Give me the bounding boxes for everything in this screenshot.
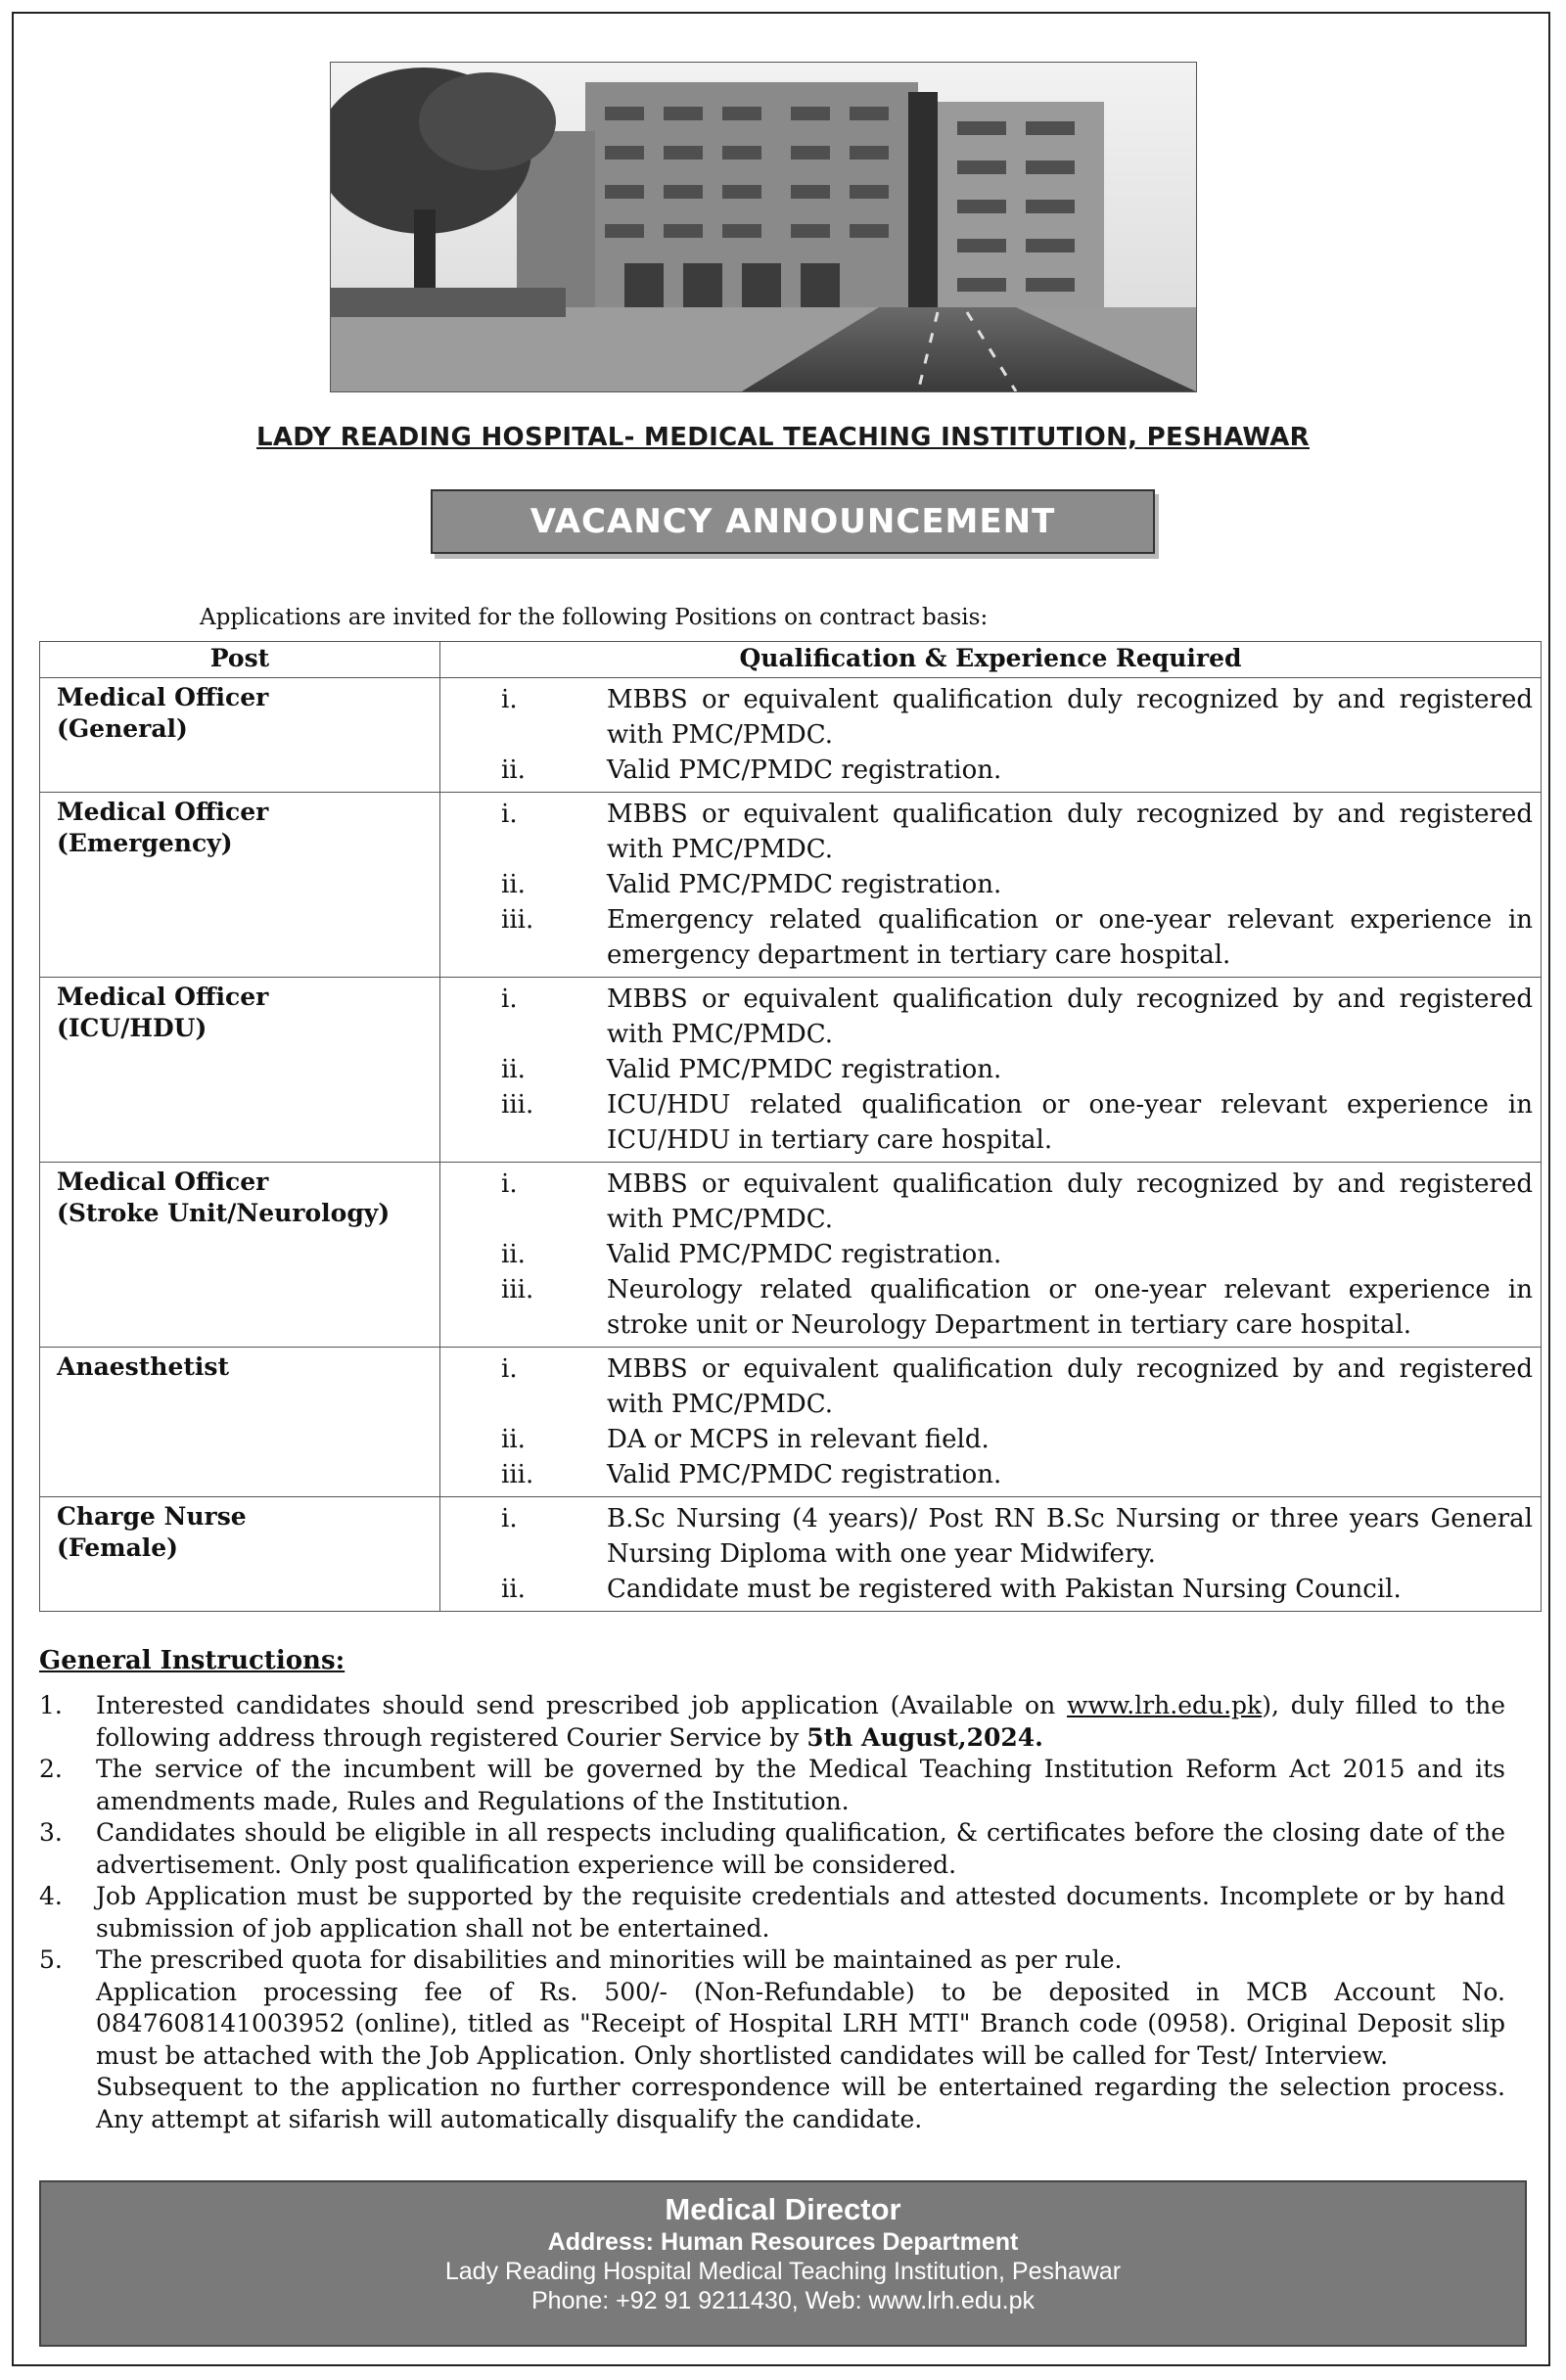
post-name: Medical Officer (Stroke Unit/Neurology) bbox=[40, 1163, 440, 1348]
qualification-cell bbox=[440, 1497, 1542, 1612]
column-header-post: Post bbox=[40, 642, 440, 678]
requirement-item: ii. Valid PMC/PMDC registration. bbox=[501, 755, 1002, 785]
requirement-item: ii. Valid PMC/PMDC registration. bbox=[501, 1240, 1002, 1269]
post-name: Medical Officer (Emergency) bbox=[40, 793, 440, 978]
post-name: Medical Officer (General) bbox=[40, 678, 440, 793]
instruction-text: Interested candidates should send prescribed job application (Available on www.lrh.edu.pk), duly filled to the following address through registered Courier Service by 5th August,2024. bbox=[96, 1691, 1506, 1752]
table-row bbox=[40, 1497, 1542, 1612]
list-item: 1. Interested candidates should send prescribed job application (Available on www.lrh.edu.pk), duly filled to the following address through registered Courier Service by 5th August,2024. bbox=[39, 1690, 1505, 1754]
table-row bbox=[40, 678, 1542, 793]
requirement-item: iii. Emergency related qualification or one-year relevant experience in emergency department in tertiary care hospital. bbox=[501, 905, 1533, 970]
post-name: Anaesthetist bbox=[40, 1348, 440, 1497]
vacancy-announcement-banner bbox=[431, 489, 1155, 554]
requirement-item: ii. Valid PMC/PMDC registration. bbox=[501, 870, 1002, 899]
table-row bbox=[40, 978, 1542, 1163]
requirement-item: ii. DA or MCPS in relevant field. bbox=[501, 1425, 990, 1454]
requirement-item: i. B.Sc Nursing (4 years)/ Post RN B.Sc Nursing or three years General Nursing Diploma with one year Midwifery. bbox=[501, 1504, 1533, 1569]
instruction-text: The prescribed quota for disabilities and minorities will be maintained as per rule. bbox=[96, 1945, 1123, 1974]
intro-text: Applications are invited for the following Positions on contract basis: bbox=[200, 605, 989, 630]
list-item: 4. Job Application must be supported by the requisite credentials and attested documents. Incomplete or by hand submission of job application shall not be entertained. bbox=[39, 1881, 1505, 1945]
table-row bbox=[40, 793, 1542, 978]
requirement-item: ii. Candidate must be registered with Pakistan Nursing Council. bbox=[501, 1575, 1402, 1604]
qualification-cell bbox=[440, 1348, 1542, 1497]
requirement-item: i. MBBS or equivalent qualification duly recognized by and registered with PMC/PMDC. bbox=[501, 685, 1533, 750]
requirement-item: i. MBBS or equivalent qualification duly recognized by and registered with PMC/PMDC. bbox=[501, 1169, 1533, 1234]
processing-fee-paragraph: Application processing fee of Rs. 500/- (Non-Refundable) to be deposited in MCB Account No. 0847608141003952 (online), titled as "Receipt of Hospital LRH MTI" Branch code (0958). Original Deposit slip must be attached with the Job Application. Only shortlisted candidates will be called for Test/ Interview. bbox=[96, 1977, 1505, 2070]
requirement-item: i. MBBS or equivalent qualification duly recognized by and registered with PMC/PMDC. bbox=[501, 800, 1533, 864]
footer-address: Address: Human Resources Department bbox=[547, 2228, 1019, 2256]
footer-designation: Medical Director bbox=[665, 2192, 901, 2226]
footer-institution: Lady Reading Hospital Medical Teaching Institution, Peshawar bbox=[444, 2258, 1122, 2285]
requirement-item: i. MBBS or equivalent qualification duly recognized by and registered with PMC/PMDC. bbox=[501, 984, 1533, 1049]
footer-contact: Phone: +92 91 9211430, Web: www.lrh.edu.pk bbox=[530, 2287, 1035, 2314]
general-instructions-heading: General Instructions: bbox=[39, 1646, 345, 1675]
column-header-qualification: Qualification & Experience Required bbox=[440, 642, 1542, 678]
table-row bbox=[40, 1348, 1542, 1497]
contact-footer bbox=[39, 2180, 1527, 2347]
hospital-building-photo bbox=[330, 62, 1197, 392]
institution-title: LADY READING HOSPITAL- MEDICAL TEACHING INSTITUTION, PESHAWAR bbox=[256, 423, 1310, 452]
instruction-text: Job Application must be supported by the requisite credentials and attested documents. Incomplete or by hand submission of job application shall not be entertained. bbox=[96, 1882, 1505, 1943]
qualification-cell bbox=[440, 678, 1542, 793]
requirement-item: iii. Neurology related qualification or one-year relevant experience in stroke unit or Neurology Department in tertiary care hospital. bbox=[501, 1275, 1533, 1340]
list-item: 3. Candidates should be eligible in all respects including qualification, & certificates before the closing date of the advertisement. Only post qualification experience will be considered. bbox=[39, 1817, 1505, 1881]
qualification-cell bbox=[440, 978, 1542, 1163]
sifarish-warning-paragraph: Subsequent to the application no further correspondence will be entertained regarding the selection process. Any attempt at sifarish will automatically disqualify the candidate. bbox=[96, 2073, 1505, 2133]
table-row bbox=[40, 1163, 1542, 1348]
website-link[interactable]: www.lrh.edu.pk bbox=[1067, 1691, 1263, 1719]
qualification-cell bbox=[440, 793, 1542, 978]
vacancy-announcement-title: VACANCY ANNOUNCEMENT bbox=[530, 502, 1056, 541]
list-item: 2. The service of the incumbent will be governed by the Medical Teaching Institution Reform Act 2015 and its amendments made, Rules and Regulations of the Institution. bbox=[39, 1754, 1505, 1817]
requirement-item: iii. Valid PMC/PMDC registration. bbox=[501, 1460, 1002, 1489]
post-name: Medical Officer (ICU/HDU) bbox=[40, 978, 440, 1163]
general-instructions-list bbox=[39, 1690, 1505, 2135]
deadline-date: 5th August,2024. bbox=[806, 1722, 1043, 1752]
instruction-text: The service of the incumbent will be governed by the Medical Teaching Institution Reform Act 2015 and its amendments made, Rules and Regulations of the Institution. bbox=[96, 1755, 1505, 1815]
post-name: Charge Nurse (Female) bbox=[40, 1497, 440, 1612]
requirement-item: ii. Valid PMC/PMDC registration. bbox=[501, 1055, 1002, 1084]
qualification-cell bbox=[440, 1163, 1542, 1348]
table-header-row bbox=[40, 642, 1542, 678]
list-item: 5. The prescribed quota for disabilities and minorities will be maintained as per rule. bbox=[39, 1945, 1505, 1977]
positions-table bbox=[39, 641, 1542, 1612]
instruction-text: Candidates should be eligible in all respects including qualification, & certificates before the closing date of the advertisement. Only post qualification experience will be considered. bbox=[96, 1818, 1505, 1879]
requirement-item: iii. ICU/HDU related qualification or one-year relevant experience in ICU/HDU in tertiary care hospital. bbox=[501, 1090, 1533, 1155]
requirement-item: i. MBBS or equivalent qualification duly recognized by and registered with PMC/PMDC. bbox=[501, 1354, 1533, 1419]
